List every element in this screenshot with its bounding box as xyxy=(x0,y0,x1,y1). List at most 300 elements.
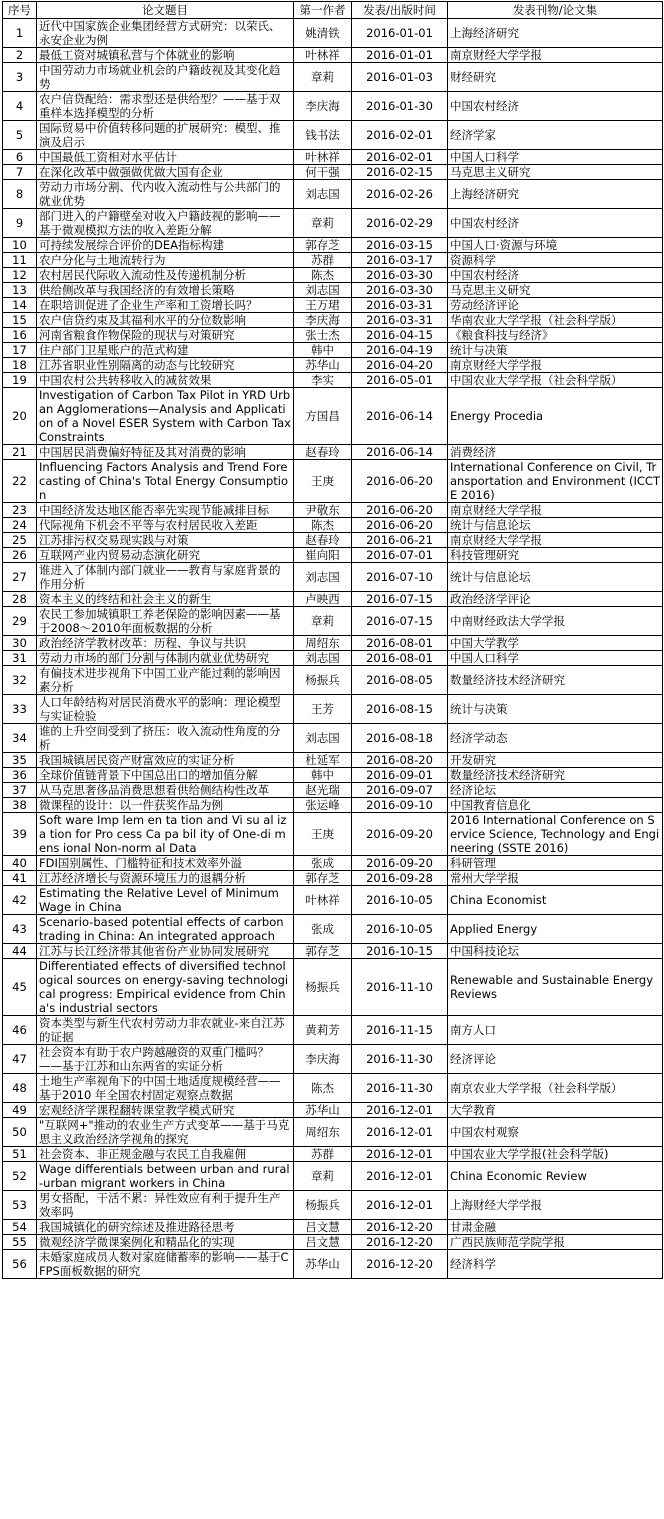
table-row xyxy=(3,92,663,121)
row-index: 30 xyxy=(3,636,37,651)
first-author: 姚清铁 xyxy=(294,19,352,48)
table-row xyxy=(3,915,663,944)
first-author: 赵春玲 xyxy=(294,445,352,460)
journal-name: 马克思主义研究 xyxy=(448,283,663,298)
journal-name: 经济学动态 xyxy=(448,724,663,753)
first-author: 章莉 xyxy=(294,1162,352,1191)
table-row xyxy=(3,48,663,63)
row-index: 42 xyxy=(3,886,37,915)
first-author: 方国昌 xyxy=(294,388,352,445)
paper-title: 未婚家庭成员人数对家庭储蓄率的影响——基于CFPS面板数据的研究 xyxy=(37,1250,294,1279)
row-index: 25 xyxy=(3,533,37,548)
row-index: 6 xyxy=(3,150,37,165)
journal-name: 开发研究 xyxy=(448,753,663,768)
row-index: 23 xyxy=(3,503,37,518)
journal-name: 华南农业大学学报（社会科学版） xyxy=(448,313,663,328)
table-row xyxy=(3,63,663,92)
header-index: 序号 xyxy=(3,2,37,19)
journal-name: 中国教育信息化 xyxy=(448,798,663,813)
table-row xyxy=(3,460,663,503)
table-row xyxy=(3,253,663,268)
first-author: 苏群 xyxy=(294,253,352,268)
paper-title: 国际贸易中价值转移问题的扩展研究：模型、推演及启示 xyxy=(37,121,294,150)
table-row xyxy=(3,150,663,165)
table-row xyxy=(3,959,663,1016)
paper-title: 农民工参加城镇职工养老保险的影响因素——基于2008～2010年面板数据的分析 xyxy=(37,607,294,636)
table-row xyxy=(3,503,663,518)
first-author: 李庆海 xyxy=(294,313,352,328)
publish-date: 2016-02-29 xyxy=(352,209,448,238)
table-row xyxy=(3,533,663,548)
publish-date: 2016-01-03 xyxy=(352,63,448,92)
paper-title: 住户部门卫星账户的范式构建 xyxy=(37,343,294,358)
paper-title: 有偏技术进步视角下中国工业产能过剩的影响因素分析 xyxy=(37,666,294,695)
row-index: 5 xyxy=(3,121,37,150)
row-index: 53 xyxy=(3,1191,37,1220)
journal-name: 科技管理研究 xyxy=(448,548,663,563)
paper-title: 劳动力市场的部门分割与体制内就业优势研究 xyxy=(37,651,294,666)
first-author: 杨振兵 xyxy=(294,666,352,695)
publish-date: 2016-05-01 xyxy=(352,373,448,388)
table-row xyxy=(3,268,663,283)
row-index: 41 xyxy=(3,871,37,886)
journal-name: 常州大学学报 xyxy=(448,871,663,886)
journal-name: 科研管理 xyxy=(448,856,663,871)
row-index: 19 xyxy=(3,373,37,388)
row-index: 14 xyxy=(3,298,37,313)
journal-name: 上海经济研究 xyxy=(448,19,663,48)
journal-name: 政治经济学评论 xyxy=(448,592,663,607)
paper-title: 河南省粮食作物保险的现状与对策研究 xyxy=(37,328,294,343)
paper-title: Estimating the Relative Level of Minimum Wage in China xyxy=(37,886,294,915)
publish-date: 2016-03-30 xyxy=(352,283,448,298)
row-index: 10 xyxy=(3,238,37,253)
publish-date: 2016-03-17 xyxy=(352,253,448,268)
paper-title: 供给侧改革与我国经济的有效增长策略 xyxy=(37,283,294,298)
journal-name: 中南财经政法大学学报 xyxy=(448,607,663,636)
publish-date: 2016-06-21 xyxy=(352,533,448,548)
journal-name: 中国农业大学学报(社会科学版) xyxy=(448,1147,663,1162)
header-journal: 发表刊物/论文集 xyxy=(448,2,663,19)
table-row xyxy=(3,313,663,328)
first-author: 李实 xyxy=(294,373,352,388)
publish-date: 2016-09-01 xyxy=(352,768,448,783)
paper-title: 中国经济发达地区能否率先实现节能减排目标 xyxy=(37,503,294,518)
publish-date: 2016-09-28 xyxy=(352,871,448,886)
table-row xyxy=(3,445,663,460)
table-row xyxy=(3,724,663,753)
paper-title: 江苏排污权交易现实践与对策 xyxy=(37,533,294,548)
first-author: 李庆海 xyxy=(294,1045,352,1074)
paper-title: 谁进入了体制内部门就业——教育与家庭背景的作用分析 xyxy=(37,563,294,592)
table-row xyxy=(3,783,663,798)
journal-name: Energy Procedia xyxy=(448,388,663,445)
first-author: 张成 xyxy=(294,915,352,944)
paper-title: 劳动力市场分割、代内收入流动性与公共部门的就业优势 xyxy=(37,180,294,209)
publish-date: 2016-04-20 xyxy=(352,358,448,373)
row-index: 8 xyxy=(3,180,37,209)
row-index: 33 xyxy=(3,695,37,724)
row-index: 52 xyxy=(3,1162,37,1191)
row-index: 1 xyxy=(3,19,37,48)
first-author: 卢映西 xyxy=(294,592,352,607)
journal-name: 消费经济 xyxy=(448,445,663,460)
row-index: 29 xyxy=(3,607,37,636)
row-index: 54 xyxy=(3,1220,37,1235)
publish-date: 2016-01-01 xyxy=(352,19,448,48)
table-row xyxy=(3,19,663,48)
paper-title: 从马克思奢侈品消费思想看供给侧结构性改革 xyxy=(37,783,294,798)
row-index: 40 xyxy=(3,856,37,871)
row-index: 43 xyxy=(3,915,37,944)
journal-name: 中国人口科学 xyxy=(448,150,663,165)
first-author: 苏华山 xyxy=(294,358,352,373)
journal-name: 中国农村经济 xyxy=(448,209,663,238)
paper-title: Wage differentials between urban and rural-urban migrant workers in China xyxy=(37,1162,294,1191)
publish-date: 2016-03-31 xyxy=(352,313,448,328)
publish-date: 2016-02-01 xyxy=(352,121,448,150)
first-author: 吕文慧 xyxy=(294,1235,352,1250)
paper-title: 代际视角下机会不平等与农村居民收入差距 xyxy=(37,518,294,533)
publish-date: 2016-12-20 xyxy=(352,1250,448,1279)
publish-date: 2016-11-15 xyxy=(352,1016,448,1045)
paper-title: Soft ware Imp lem en ta tion and Vi su al iza tion for Pro cess Ca pa bil ity of One-di mens ional Non-norm al Data xyxy=(37,813,294,856)
publish-date: 2016-02-01 xyxy=(352,150,448,165)
journal-name: 统计与信息论坛 xyxy=(448,518,663,533)
journal-name: 经济论坛 xyxy=(448,783,663,798)
journal-name: 统计与决策 xyxy=(448,343,663,358)
publish-date: 2016-08-01 xyxy=(352,651,448,666)
paper-title: 社会资本、非正规金融与农民工自我雇佣 xyxy=(37,1147,294,1162)
first-author: 叶林祥 xyxy=(294,150,352,165)
header-title: 论文题目 xyxy=(37,2,294,19)
publish-date: 2016-10-15 xyxy=(352,944,448,959)
paper-title: 在职培训促进了企业生产率和工资增长吗？ xyxy=(37,298,294,313)
journal-name: China Economic Review xyxy=(448,1162,663,1191)
paper-title: 我国城镇居民资产财富效应的实证分析 xyxy=(37,753,294,768)
journal-name: 劳动经济评论 xyxy=(448,298,663,313)
paper-title: Differentiated effects of diversified technological sources on energy-saving technological progress: Empirical evidence from China's industrial sectors xyxy=(37,959,294,1016)
row-index: 27 xyxy=(3,563,37,592)
row-index: 34 xyxy=(3,724,37,753)
row-index: 4 xyxy=(3,92,37,121)
table-row xyxy=(3,343,663,358)
paper-title: 中国劳动力市场就业机会的户籍歧视及其变化趋势 xyxy=(37,63,294,92)
paper-title: 中国居民消费偏好特征及其对消费的影响 xyxy=(37,445,294,460)
paper-title: 可持续发展综合评价的DEA指标构建 xyxy=(37,238,294,253)
publish-date: 2016-11-30 xyxy=(352,1074,448,1103)
header-author: 第一作者 xyxy=(294,2,352,19)
table-row xyxy=(3,886,663,915)
table-row xyxy=(3,209,663,238)
first-author: 郭存芝 xyxy=(294,944,352,959)
row-index: 28 xyxy=(3,592,37,607)
first-author: 郭存芝 xyxy=(294,871,352,886)
table-row xyxy=(3,592,663,607)
first-author: 章莉 xyxy=(294,607,352,636)
first-author: 王万珺 xyxy=(294,298,352,313)
journal-name: 中国人口科学 xyxy=(448,651,663,666)
journal-name: Renewable and Sustainable Energy Reviews xyxy=(448,959,663,1016)
row-index: 44 xyxy=(3,944,37,959)
journal-name: 经济科学 xyxy=(448,1250,663,1279)
paper-title: 谁的上升空间受到了挤压：收入流动性角度的分析 xyxy=(37,724,294,753)
header-row xyxy=(3,2,663,19)
paper-title: Investigation of Carbon Tax Pilot in YRD Urban Agglomerations—Analysis and Application of a Novel ESER System with Carbon Tax Constraints xyxy=(37,388,294,445)
table-row xyxy=(3,1162,663,1191)
journal-name: 资源科学 xyxy=(448,253,663,268)
first-author: 刘志国 xyxy=(294,724,352,753)
paper-list-document xyxy=(2,1,662,1279)
journal-name: 甘肃金融 xyxy=(448,1220,663,1235)
paper-title: 近代中国家族企业集团经营方式研究：以荣氏、永安企业为例 xyxy=(37,19,294,48)
row-index: 17 xyxy=(3,343,37,358)
journal-name: 2016 International Conference on Service Science, Technology and Engineering (SSTE 2016) xyxy=(448,813,663,856)
table-row xyxy=(3,388,663,445)
journal-name: 统计与决策 xyxy=(448,695,663,724)
table-row xyxy=(3,871,663,886)
paper-title: 农户信贷配给：需求型还是供给型？——基于双重样本选择模型的分析 xyxy=(37,92,294,121)
publish-date: 2016-06-20 xyxy=(352,460,448,503)
journal-name: 南京财经大学学报 xyxy=(448,503,663,518)
first-author: 杨振兵 xyxy=(294,1191,352,1220)
paper-title: 微观经济学微课案例化和精品化的实现 xyxy=(37,1235,294,1250)
journal-name: 财经研究 xyxy=(448,63,663,92)
journal-name: 经济评论 xyxy=(448,1045,663,1074)
journal-name: 中国农村经济 xyxy=(448,268,663,283)
first-author: 赵光瑞 xyxy=(294,783,352,798)
row-index: 12 xyxy=(3,268,37,283)
row-index: 18 xyxy=(3,358,37,373)
first-author: 郭存芝 xyxy=(294,238,352,253)
row-index: 37 xyxy=(3,783,37,798)
row-index: 49 xyxy=(3,1103,37,1118)
first-author: 崔向阳 xyxy=(294,548,352,563)
journal-name: 南方人口 xyxy=(448,1016,663,1045)
journal-name: 数量经济技术经济研究 xyxy=(448,666,663,695)
journal-name: 经济学家 xyxy=(448,121,663,150)
row-index: 15 xyxy=(3,313,37,328)
paper-title: 男女搭配，干活不累：异性效应有利于提升生产效率吗 xyxy=(37,1191,294,1220)
journal-name: 上海财经大学学报 xyxy=(448,1191,663,1220)
paper-title: 全球价值链背景下中国总出口的增加值分解 xyxy=(37,768,294,783)
first-author: 王庚 xyxy=(294,460,352,503)
publish-date: 2016-06-14 xyxy=(352,388,448,445)
publish-date: 2016-08-18 xyxy=(352,724,448,753)
publish-date: 2016-01-30 xyxy=(352,92,448,121)
publish-date: 2016-07-01 xyxy=(352,548,448,563)
first-author: 李庆海 xyxy=(294,92,352,121)
publish-date: 2016-07-15 xyxy=(352,607,448,636)
paper-title: 资本类型与新生代农村劳动力非农就业-来自江苏的证据 xyxy=(37,1016,294,1045)
table-row xyxy=(3,753,663,768)
row-index: 46 xyxy=(3,1016,37,1045)
table-body xyxy=(3,19,663,1279)
publish-date: 2016-12-01 xyxy=(352,1191,448,1220)
paper-title: 江苏经济增长与资源环境压力的退耦分析 xyxy=(37,871,294,886)
first-author: 苏华山 xyxy=(294,1103,352,1118)
first-author: 叶林祥 xyxy=(294,886,352,915)
table-row xyxy=(3,1250,663,1279)
publish-date: 2016-09-20 xyxy=(352,856,448,871)
table-row xyxy=(3,1103,663,1118)
publish-date: 2016-02-15 xyxy=(352,165,448,180)
first-author: 刘志国 xyxy=(294,180,352,209)
row-index: 11 xyxy=(3,253,37,268)
publish-date: 2016-09-07 xyxy=(352,783,448,798)
publish-date: 2016-04-19 xyxy=(352,343,448,358)
table-row xyxy=(3,1074,663,1103)
first-author: 章莉 xyxy=(294,209,352,238)
table-row xyxy=(3,238,663,253)
table-row xyxy=(3,666,663,695)
publish-date: 2016-12-20 xyxy=(352,1220,448,1235)
paper-title: 江苏与长江经济带其他省份产业协同发展研究 xyxy=(37,944,294,959)
table-row xyxy=(3,1118,663,1147)
publish-date: 2016-09-20 xyxy=(352,813,448,856)
first-author: 王芳 xyxy=(294,695,352,724)
table-row xyxy=(3,1191,663,1220)
journal-name: 南京财经大学学报 xyxy=(448,48,663,63)
paper-title: 宏观经济学课程翻转课堂教学模式研究 xyxy=(37,1103,294,1118)
first-author: 赵春玲 xyxy=(294,533,352,548)
paper-title: 政治经济学教材改革：历程、争议与共识 xyxy=(37,636,294,651)
first-author: 张成 xyxy=(294,856,352,871)
first-author: 杨振兵 xyxy=(294,959,352,1016)
journal-name: 南京农业大学学报（社会科学版） xyxy=(448,1074,663,1103)
publish-date: 2016-12-01 xyxy=(352,1103,448,1118)
table-row xyxy=(3,563,663,592)
publish-date: 2016-08-20 xyxy=(352,753,448,768)
row-index: 48 xyxy=(3,1074,37,1103)
publish-date: 2016-03-31 xyxy=(352,298,448,313)
table-row xyxy=(3,856,663,871)
row-index: 9 xyxy=(3,209,37,238)
journal-name: 中国人口·资源与环境 xyxy=(448,238,663,253)
row-index: 39 xyxy=(3,813,37,856)
paper-title: 土地生产率视角下的中国土地适度规模经营——基于2010 年全国农村固定观察点数据 xyxy=(37,1074,294,1103)
paper-title: 互联网产业内贸易动态演化研究 xyxy=(37,548,294,563)
publish-date: 2016-12-01 xyxy=(352,1147,448,1162)
publish-date: 2016-07-10 xyxy=(352,563,448,592)
row-index: 36 xyxy=(3,768,37,783)
table-row xyxy=(3,636,663,651)
publish-date: 2016-07-15 xyxy=(352,592,448,607)
publish-date: 2016-12-01 xyxy=(352,1118,448,1147)
publish-date: 2016-08-05 xyxy=(352,666,448,695)
table-row xyxy=(3,1235,663,1250)
table-row xyxy=(3,283,663,298)
journal-name: China Economist xyxy=(448,886,663,915)
table-row xyxy=(3,944,663,959)
row-index: 2 xyxy=(3,48,37,63)
publish-date: 2016-06-20 xyxy=(352,503,448,518)
row-index: 32 xyxy=(3,666,37,695)
row-index: 7 xyxy=(3,165,37,180)
first-author: 刘志国 xyxy=(294,283,352,298)
row-index: 3 xyxy=(3,63,37,92)
publish-date: 2016-11-30 xyxy=(352,1045,448,1074)
journal-name: 大学教育 xyxy=(448,1103,663,1118)
journal-name: 广西民族师范学院学报 xyxy=(448,1235,663,1250)
row-index: 26 xyxy=(3,548,37,563)
publish-date: 2016-03-15 xyxy=(352,238,448,253)
table-row xyxy=(3,1045,663,1074)
table-row xyxy=(3,1147,663,1162)
publish-date: 2016-10-05 xyxy=(352,915,448,944)
row-index: 55 xyxy=(3,1235,37,1250)
paper-title: 社会资本有助于农户跨越融资的双重门槛吗？——基于江苏和山东两省的实证分析 xyxy=(37,1045,294,1074)
table-row xyxy=(3,607,663,636)
table-row xyxy=(3,121,663,150)
journal-name: 数量经济技术经济研究 xyxy=(448,768,663,783)
first-author: 章莉 xyxy=(294,63,352,92)
first-author: 周绍东 xyxy=(294,636,352,651)
journal-name: 中国农业大学学报（社会科学版） xyxy=(448,373,663,388)
paper-title: Influencing Factors Analysis and Trend Forecasting of China's Total Energy Consumption xyxy=(37,460,294,503)
row-index: 45 xyxy=(3,959,37,1016)
publish-date: 2016-11-10 xyxy=(352,959,448,1016)
first-author: 尹敬东 xyxy=(294,503,352,518)
first-author: 韩中 xyxy=(294,343,352,358)
publish-date: 2016-06-20 xyxy=(352,518,448,533)
first-author: 刘志国 xyxy=(294,651,352,666)
row-index: 51 xyxy=(3,1147,37,1162)
table-row xyxy=(3,651,663,666)
table-row xyxy=(3,768,663,783)
journal-name: 中国农村观察 xyxy=(448,1118,663,1147)
row-index: 31 xyxy=(3,651,37,666)
first-author: 苏华山 xyxy=(294,1250,352,1279)
table-row xyxy=(3,165,663,180)
first-author: 杜延军 xyxy=(294,753,352,768)
paper-title: 微课程的设计：以一件获奖作品为例 xyxy=(37,798,294,813)
paper-title: 中国农村公共转移收入的减贫效果 xyxy=(37,373,294,388)
row-index: 13 xyxy=(3,283,37,298)
publish-date: 2016-03-30 xyxy=(352,268,448,283)
paper-title: 资本主义的终结和社会主义的新生 xyxy=(37,592,294,607)
table-row xyxy=(3,298,663,313)
first-author: 吕文慧 xyxy=(294,1220,352,1235)
journal-name: Applied Energy xyxy=(448,915,663,944)
row-index: 56 xyxy=(3,1250,37,1279)
first-author: 王庚 xyxy=(294,813,352,856)
table-row xyxy=(3,1220,663,1235)
journal-name: 《粮食科技与经济》 xyxy=(448,328,663,343)
first-author: 刘志国 xyxy=(294,563,352,592)
publish-date: 2016-04-15 xyxy=(352,328,448,343)
paper-title: 人口年龄结构对居民消费水平的影响：理论模型与实证检验 xyxy=(37,695,294,724)
row-index: 16 xyxy=(3,328,37,343)
table-row xyxy=(3,1016,663,1045)
row-index: 38 xyxy=(3,798,37,813)
first-author: 陈杰 xyxy=(294,268,352,283)
first-author: 张士杰 xyxy=(294,328,352,343)
row-index: 22 xyxy=(3,460,37,503)
first-author: 黄莉芳 xyxy=(294,1016,352,1045)
table-row xyxy=(3,180,663,209)
journal-name: 中国农村经济 xyxy=(448,92,663,121)
row-index: 20 xyxy=(3,388,37,445)
publish-date: 2016-12-01 xyxy=(352,1162,448,1191)
table-row xyxy=(3,548,663,563)
first-author: 叶林祥 xyxy=(294,48,352,63)
table-row xyxy=(3,518,663,533)
paper-title: 农村居民代际收入流动性及传递机制分析 xyxy=(37,268,294,283)
journal-name: 中国大学教学 xyxy=(448,636,663,651)
journal-name: 统计与信息论坛 xyxy=(448,563,663,592)
journal-name: 南京财经大学学报 xyxy=(448,358,663,373)
